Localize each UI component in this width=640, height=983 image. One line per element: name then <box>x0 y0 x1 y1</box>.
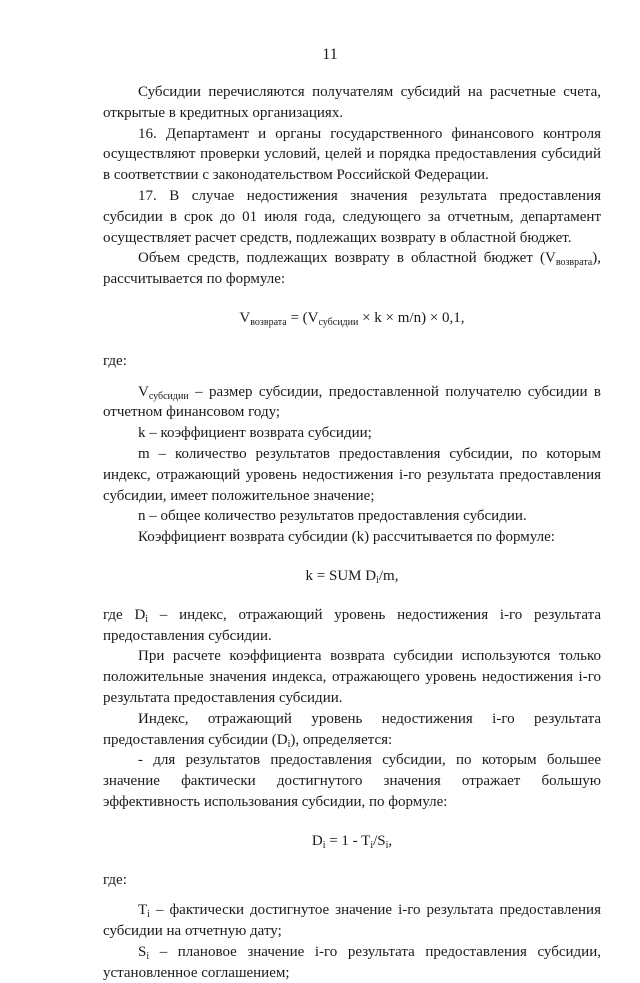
subscript: i <box>376 574 379 586</box>
formula-text: V <box>239 309 251 326</box>
definition-v <box>103 382 601 424</box>
text: – размер субсидии, предоставленной получателю субсидии в отчетном финансовом году; <box>103 383 601 421</box>
subscript: возврата <box>250 316 287 328</box>
subscript: возврата <box>555 257 593 269</box>
subscript: i <box>147 909 150 921</box>
subscript: i <box>146 950 150 962</box>
formula-text: /m, <box>378 567 399 584</box>
definition-n: n – общее количество результатов предоставления субсидии. <box>138 508 527 525</box>
formula-text: , <box>388 832 393 849</box>
subscript: i <box>287 738 291 750</box>
document-body <box>103 82 601 983</box>
formula-text: × k × m/n) × 0,1, <box>358 309 465 326</box>
text: – плановое значение i-го результата предоставления субсидии, установленное соглашением; <box>103 943 601 981</box>
formula-v-return <box>103 308 601 329</box>
where-label: где: <box>103 352 127 369</box>
text: ), определяется: <box>290 731 393 748</box>
subscript: i <box>385 839 389 851</box>
text: Индекс, отражающий уровень недостижения i-го результата предоставления субсидии (D <box>103 710 601 748</box>
paragraph-positive: При расчете коэффициента возврата субсидии используются только положительные значения индекса, отражающего уровень недостижения i-го результата предоставления субсидии. <box>103 648 601 706</box>
formula-text: k = SUM D <box>305 567 377 584</box>
text: Объем средств, подлежащих возврату в областной бюджет (V <box>138 250 556 267</box>
subscript: субсидии <box>318 316 359 328</box>
definition-s <box>103 942 601 983</box>
text: S <box>138 943 147 960</box>
subscript: i <box>370 839 374 851</box>
page-number: 11 <box>322 46 338 63</box>
formula-text: = 1 - T <box>325 832 371 849</box>
text: ), рассчитывается по формуле: <box>103 250 601 288</box>
text: V <box>138 383 149 400</box>
definition-d <box>103 605 601 647</box>
where-label: где: <box>103 871 127 888</box>
formula-text: = (V <box>286 309 319 326</box>
subscript: субсидии <box>148 390 189 402</box>
definition-t <box>103 900 601 942</box>
text: где D <box>103 606 146 623</box>
formula-text: D <box>311 832 323 849</box>
paragraph-16: 16. Департамент и органы государственного финансового контроля осуществляют проверки условий, целей и порядка предоставления субсидий в соответствии с законодательством Российской Федерации. <box>103 125 601 184</box>
definition-m: m – количество результатов предоставления субсидии, по которым индекс, отражающий уровень недостижения i-го результата предоставления субсидии, имеет положительное значение; <box>103 445 601 504</box>
paragraph-volume <box>103 248 601 290</box>
definition-k: k – коэффициент возврата субсидии; <box>138 425 372 442</box>
text: – фактически достигнутое значение i-го результата предоставления субсидии на отчетную дату; <box>103 902 601 940</box>
subscript: i <box>322 839 326 851</box>
paragraph-index <box>103 709 601 751</box>
paragraph-for-results: - для результатов предоставления субсидии, по которым большее значение фактически достигнутого значения отражает большую эффективность использования субсидии, по формуле: <box>103 752 601 810</box>
formula-k <box>103 566 601 587</box>
paragraph: Субсидии перечисляются получателям субсидий на расчетные счета, открытые в кредитных организациях. <box>103 84 601 121</box>
paragraph-k-intro: Коэффициент возврата субсидии (k) рассчитывается по формуле: <box>138 529 555 546</box>
text: T <box>138 902 148 919</box>
paragraph-17: 17. В случае недостижения значения результата предоставления субсидии в срок до 01 июля года, следующего за отчетным, департамент осуществляет расчет средств, подлежащих возврату в областной бюджет. <box>103 187 601 246</box>
subscript: i <box>145 613 149 625</box>
formula-d <box>103 831 601 852</box>
text: – индекс, отражающий уровень недостижения i-го результата предоставления субсидии. <box>103 606 602 644</box>
formula-text: /S <box>373 832 386 849</box>
